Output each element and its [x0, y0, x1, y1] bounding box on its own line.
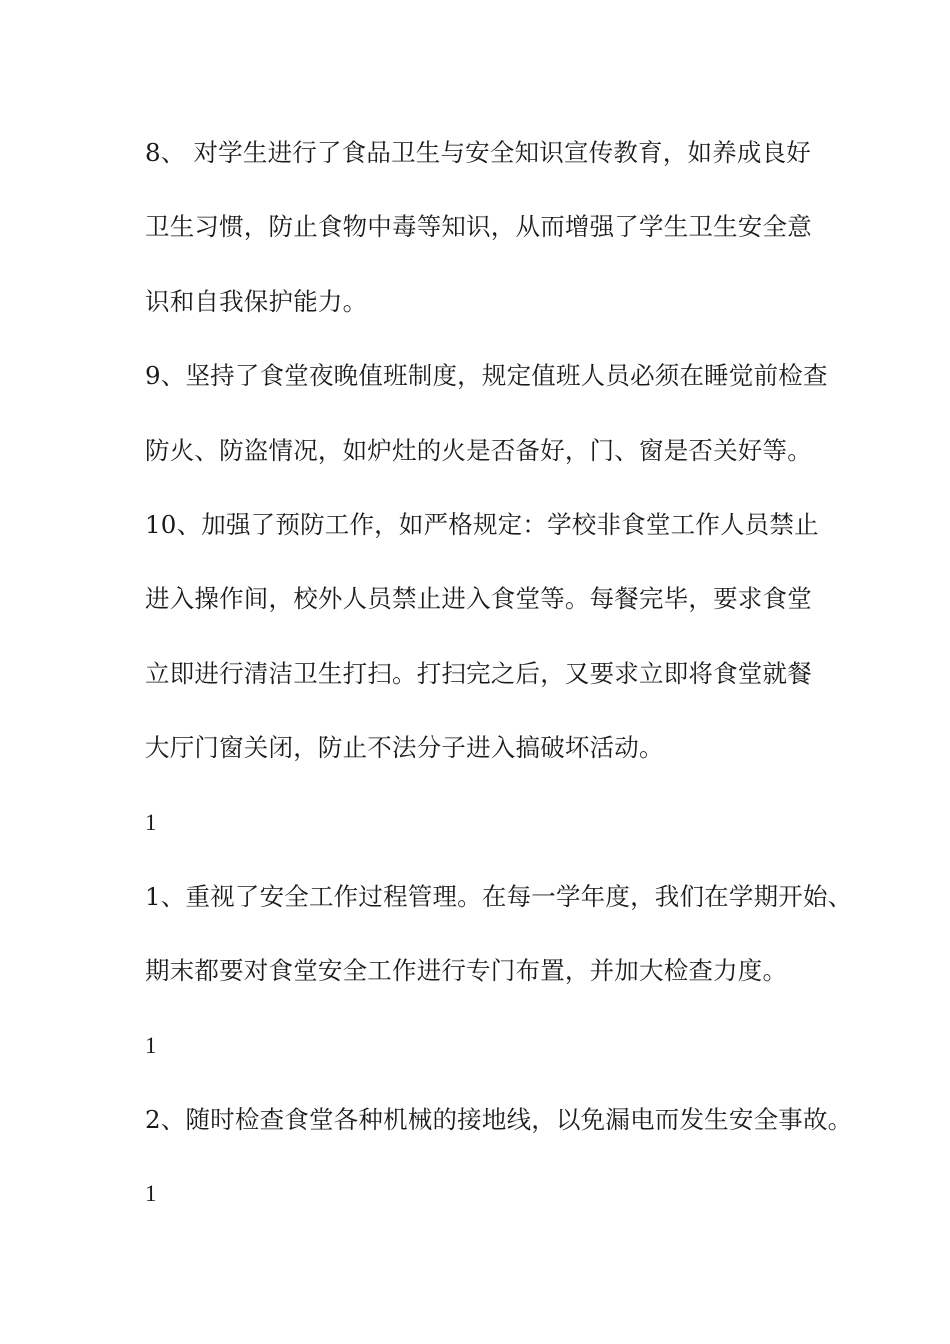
- text-line-item-8-part3: 识和自我保护能力。: [145, 286, 368, 316]
- text-line-item-1-part2: 期末都要对食堂安全工作进行专门布置，并加大检查力度。: [145, 956, 788, 986]
- text-line-item-2: 2、随时检查食堂各种机械的接地线，以免漏电而发生安全事故。: [145, 1105, 853, 1135]
- text-line-item-9-part2: 防火、防盗情况，如炉灶的火是否备好，门、窗是否关好等。: [145, 435, 812, 465]
- text-line-item-10-part1: 10、加强了预防工作，如严格规定：学校非食堂工作人员禁止: [145, 509, 819, 539]
- text-line-item-8-part1: 8、 对学生进行了食品卫生与安全知识宣传教育，如养成良好: [145, 138, 811, 167]
- text-line-item-8-part2: 卫生习惯，防止食物中毒等知识，从而增强了学生卫生安全意: [145, 212, 812, 242]
- text-line-item-9-part1: 9、坚持了食堂夜晚值班制度，规定值班人员必须在睡觉前检查: [145, 361, 828, 391]
- text-line-item-1-part1: 1、重视了安全工作过程管理。在每一学年度，我们在学期开始、: [145, 881, 853, 911]
- section-number-marker: 1: [145, 1181, 157, 1207]
- text-line-item-10-part2: 进入操作间，校外人员禁止进入食堂等。每餐完毕，要求食堂: [145, 584, 812, 614]
- document-body: [145, 116, 853, 1232]
- section-number-marker: 1: [145, 1032, 157, 1058]
- section-number-marker: 1: [145, 809, 157, 835]
- text-line-item-10-part3: 立即进行清洁卫生打扫。打扫完之后，又要求立即将食堂就餐: [145, 658, 812, 688]
- text-line-item-10-part4: 大厅门窗关闭，防止不法分子进入搞破坏活动。: [145, 733, 664, 763]
